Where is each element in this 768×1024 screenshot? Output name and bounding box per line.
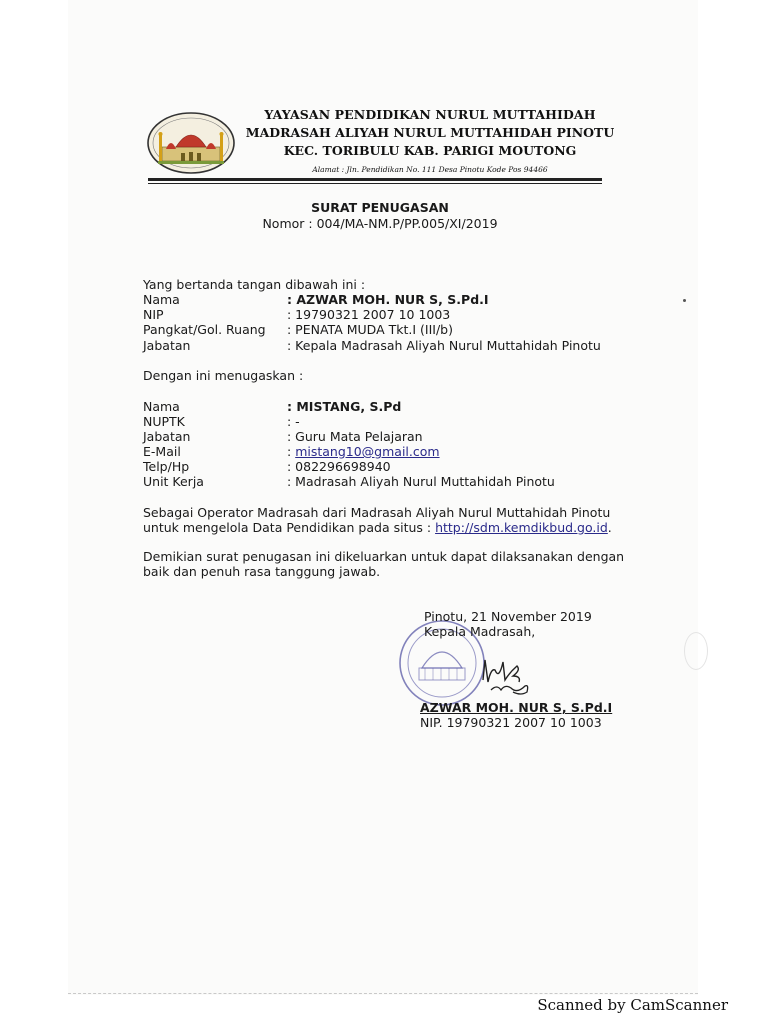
assignee-unit-value: : Madrasah Aliyah Nurul Muttahidah Pinotu: [287, 474, 555, 489]
letterhead-rule-thick: [148, 178, 602, 181]
signer-position-label: Jabatan: [143, 338, 191, 353]
signer-name-value: : AZWAR MOH. NUR S, S.Pd.I: [287, 292, 489, 307]
signing-place-date: Pinotu, 21 November 2019: [424, 609, 592, 624]
signer-position-value: : Kepala Madrasah Aliyah Nurul Muttahidah Pinotu: [287, 338, 601, 353]
signer-nip-label: NIP: [143, 307, 164, 322]
assignee-email-label: E-Mail: [143, 444, 181, 459]
assignee-position-value: : Guru Mata Pelajaran: [287, 429, 423, 444]
signer-nip-signature: NIP. 19790321 2007 10 1003: [420, 715, 602, 730]
assignee-nuptk-value: : -: [287, 414, 300, 429]
school-location: KEC. TORIBULU KAB. PARIGI MOUTONG: [283, 143, 577, 158]
website-link[interactable]: http://sdm.kemdikbud.go.id: [435, 520, 608, 535]
assignee-position-label: Jabatan: [143, 429, 191, 444]
foundation-name: YAYASAN PENDIDIKAN NURUL MUTTAHIDAH: [264, 107, 596, 122]
signer-name-signature: AZWAR MOH. NUR S, S.Pd.I: [420, 700, 613, 715]
signer-name-label: Nama: [143, 292, 180, 307]
intro-text: Yang bertanda tangan dibawah ini :: [143, 277, 366, 292]
letterhead: [240, 106, 620, 177]
signer-nip-value: : 19790321 2007 10 1003: [287, 307, 451, 322]
mosque-logo-icon: [146, 111, 236, 175]
assignee-phone-label: Telp/Hp: [143, 459, 190, 474]
purpose-line-1: Sebagai Operator Madrasah dari Madrasah Aliyah Nurul Muttahidah Pinotu: [143, 505, 611, 520]
letterhead-rule-thin: [148, 183, 602, 184]
signer-rank-label: Pangkat/Gol. Ruang: [143, 322, 266, 337]
assignee-name-value: : MISTANG, S.Pd: [287, 399, 402, 414]
assignee-name-label: Nama: [143, 399, 180, 414]
letter-number: Nomor : 004/MA-NM.P/PP.005/XI/2019: [262, 216, 498, 231]
assignee-phone-value: : 082296698940: [287, 459, 391, 474]
signer-rank-value: : PENATA MUDA Tkt.I (III/b): [287, 322, 453, 337]
scan-artifact: [684, 632, 708, 670]
closing-line-2: baik dan penuh rasa tanggung jawab.: [143, 564, 381, 579]
assignee-email-colon: :: [287, 444, 296, 459]
letter-title: SURAT PENUGASAN: [311, 200, 449, 215]
purpose-prefix: untuk mengelola Data Pendidikan pada situs :: [143, 520, 436, 535]
signer-title: Kepala Madrasah,: [424, 624, 536, 639]
scanner-watermark: Scanned by CamScanner: [537, 996, 728, 1014]
paper-bottom-edge: [68, 993, 698, 994]
assignee-email-row: [287, 444, 440, 459]
purpose-suffix: .: [607, 520, 612, 535]
closing-line-1: Demikian surat penugasan ini dikeluarkan untuk dapat dilaksanakan dengan: [143, 549, 625, 564]
purpose-line-2: [143, 520, 612, 535]
assignee-unit-label: Unit Kerja: [143, 474, 204, 489]
assignee-nuptk-label: NUPTK: [143, 414, 185, 429]
assign-intro: Dengan ini menugaskan :: [143, 368, 304, 383]
assignee-email-link[interactable]: mistang10@gmail.com: [295, 444, 440, 459]
scan-speck: [683, 299, 686, 302]
school-name: MADRASAH ALIYAH NURUL MUTTAHIDAH PINOTU: [245, 125, 615, 140]
school-address: Alamat : Jln. Pendidikan No. 111 Desa Pinotu Kode Pos 94466: [312, 165, 548, 174]
signature-icon: [455, 650, 545, 700]
